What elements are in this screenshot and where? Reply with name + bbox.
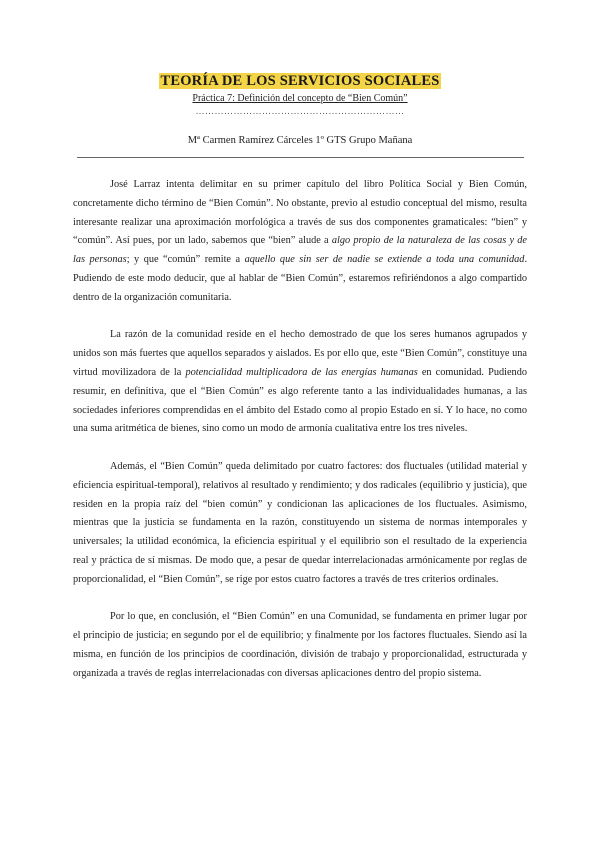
- paragraph-1-text-c: . Pudiendo de este modo deducir, que al hablar de “Bien Común”, estaremos refiriéndonos a algo compartido dentro de la organización comunitaria.: [73, 254, 528, 303]
- paragraph-2-text-b: en comunidad. Pudiendo resumir, en definitiva, que el “Bien Común” es algo referente tanto a las individualidades humanas, a las sociedades inferiores comprendidas en el ámbito del Estado como al propio Estado en sí. Y lo hace, no como una suma aritmética de bienes, sino como un modo de armonía cualitativa entre los tres niveles.: [73, 366, 527, 435]
- author-line: Mª Carmen Ramírez Cárceles 1º GTS Grupo Mañana: [187, 135, 413, 146]
- paragraph-1: [73, 176, 527, 308]
- document-title: [0, 72, 600, 90]
- paragraph-2-italic-a: potencialidad multiplicadora de las energías humanas: [185, 366, 418, 378]
- horizontal-divider: [77, 157, 524, 158]
- document-body: [73, 176, 527, 702]
- paragraph-1-italic-a: algo propio de la naturaleza de las cosas y de las personas: [73, 235, 527, 266]
- paragraph-4: Por lo que, en conclusión, el “Bien Común” en una Comunidad, se fundamenta en primer lugar por el principio de justicia; en segundo por el de equilibrio; y finalmente por los factores fluctuales. Siendo así la misma, en función de los principios de coordinación, división de trabajo y proporcionalidad, estructurada y organizada a través de reglas interrelacionadas con diversas aplicaciones dentro del propio sistema.: [73, 611, 527, 679]
- paragraph-1-italic-b: aquello que sin ser de nadie se extiende a toda una comunidad: [244, 254, 525, 266]
- dotted-separator: …………………………………………………………: [195, 106, 405, 116]
- paragraph-3: Además, el “Bien Común” queda delimitado por cuatro factores: dos fluctuales (utilidad material y eficiencia espiritual-temporal), relativos al resultado y rendimiento; y dos radicales (equilibrio y justicia), que residen en la propia raíz del “bien común” y condicionan las aplicaciones de los fluctuales. Asimismo, mientras que la justicia se fundamenta en la razón, constituyendo un sistema de normas intemporales y universales; la utilidad económica, la eficiencia espiritual y el equilibrio son el resultado de la experiencia real y práctica de sí mismas. De modo que, a pesar de quedar interrelacionadas armónicamente por reglas de proporcionalidad, el “Bien Común”, se rige por estos cuatro factores a través de tres criterios ordinales.: [73, 460, 527, 585]
- paragraph-1-text-a: José Larraz intenta delimitar en su primer capítulo del libro Política Social y Bien Común, concretamente dicho término de “Bien Común”. No obstante, previo al estudio conceptual del mismo, resulta interesante realizar una aproximación morfológica a través de sus dos componentes gramaticales: “bien” y “común”. Así pues, por un lado, sabemos que “bien” alude a: [73, 179, 527, 247]
- paragraph-2-text-a: La razón de la comunidad reside en el hecho demostrado de que los seres humanos agrupados y unidos son más fuertes que aquellos separados y aislados. Es por ello que, este “Bien Común”, constituye una virtud movilizadora de la: [73, 329, 527, 378]
- paragraph-1-text-b: ; y que “común” remite a: [126, 254, 245, 266]
- document-subtitle: Práctica 7: Definición del concepto de “Bien Común”: [192, 93, 408, 104]
- title-text: TEORÍA DE LOS SERVICIOS SOCIALES: [160, 73, 440, 89]
- paragraph-2: [73, 326, 527, 439]
